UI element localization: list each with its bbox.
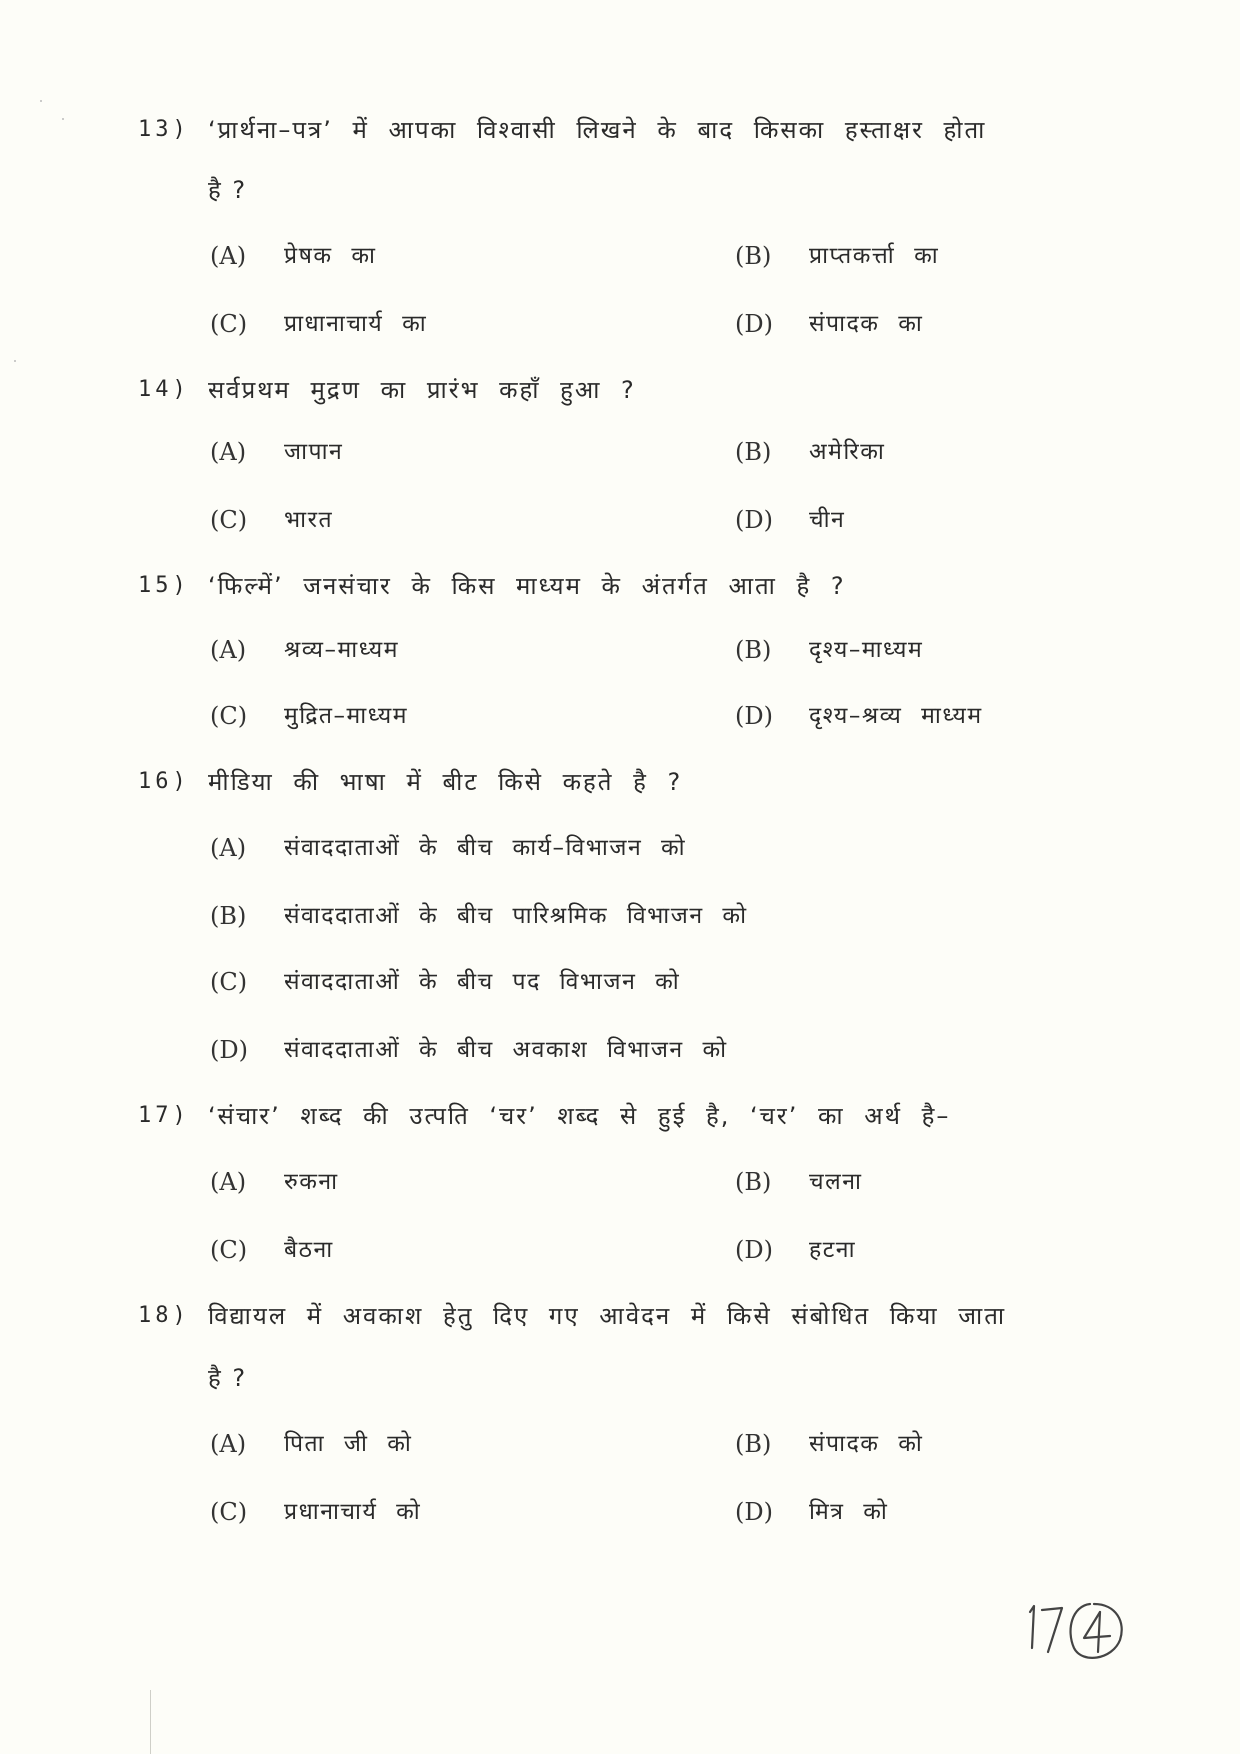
question-text: मीडिया की भाषा में बीट किसे कहते है ?	[208, 768, 683, 796]
option-text: संपादक को	[809, 1431, 924, 1457]
option-label: (D)	[735, 702, 773, 730]
option-text: प्राधानाचार्य का	[284, 311, 428, 337]
question-text-continuation: है ?	[208, 176, 248, 204]
option-text: चलना	[809, 1169, 863, 1195]
option-label: (C)	[210, 1498, 248, 1526]
option-label: (A)	[210, 438, 247, 466]
option-label: (C)	[210, 702, 248, 730]
question-number: 15)	[138, 573, 190, 598]
scan-speck	[62, 118, 64, 120]
option-label: (B)	[210, 902, 247, 930]
option-label: (D)	[210, 1036, 248, 1064]
option-label: (C)	[210, 310, 248, 338]
option-text: श्रव्य–माध्यम	[284, 637, 399, 663]
option-text: भारत	[284, 507, 334, 533]
option-label: (D)	[735, 1236, 773, 1264]
question-text: ‘संचार’ शब्द की उत्पति ‘चर’ शब्द से हुई है, ‘चर’ का अर्थ है–	[208, 1102, 951, 1130]
option-text: मित्र को	[809, 1499, 889, 1525]
option-text: संवाददाताओं के बीच कार्य–विभाजन को	[284, 835, 687, 861]
option-text: हटना	[809, 1237, 857, 1263]
option-label: (D)	[735, 310, 773, 338]
option-label: (A)	[210, 1168, 247, 1196]
option-text: चीन	[809, 507, 846, 533]
handwritten-page-mark	[1020, 1590, 1140, 1670]
option-text: पिता जी को	[284, 1431, 413, 1457]
option-label: (A)	[210, 1430, 247, 1458]
option-text: संवाददाताओं के बीच पारिश्रमिक विभाजन को	[284, 903, 748, 929]
option-text: रुकना	[284, 1169, 339, 1195]
option-text: बैठना	[284, 1237, 334, 1263]
question-number: 13)	[138, 117, 190, 142]
option-label: (A)	[210, 242, 247, 270]
option-label: (A)	[210, 636, 247, 664]
option-label: (B)	[735, 438, 772, 466]
option-label: (C)	[210, 968, 248, 996]
option-text: मुद्रित–माध्यम	[284, 703, 408, 729]
option-label: (A)	[210, 834, 247, 862]
option-text: संवाददाताओं के बीच अवकाश विभाजन को	[284, 1037, 728, 1063]
option-text: संवाददाताओं के बीच पद विभाजन को	[284, 969, 681, 995]
option-label: (D)	[735, 1498, 773, 1526]
option-label: (D)	[735, 506, 773, 534]
option-label: (B)	[735, 1430, 772, 1458]
question-text: ‘फिल्में’ जनसंचार के किस माध्यम के अंतर्गत आता है ?	[208, 572, 846, 600]
question-text: ‘प्रार्थना–पत्र’ में आपका विश्वासी लिखने के बाद किसका हस्ताक्षर होता	[208, 116, 987, 144]
question-number: 16)	[138, 769, 190, 794]
option-text: दृश्य–माध्यम	[809, 637, 924, 663]
option-label: (B)	[735, 242, 772, 270]
scan-speck	[14, 360, 16, 362]
option-text: प्राप्तकर्त्ता का	[809, 243, 940, 269]
option-label: (B)	[735, 636, 772, 664]
option-label: (C)	[210, 1236, 248, 1264]
scan-margin-line	[150, 1690, 151, 1754]
option-text: संपादक का	[809, 311, 924, 337]
option-text: अमेरिका	[809, 439, 886, 465]
question-text: विद्यायल में अवकाश हेतु दिए गए आवेदन में किसे संबोधित किया जाता	[208, 1302, 1007, 1330]
option-text: प्रेषक का	[284, 243, 377, 269]
option-text: प्रधानाचार्य को	[284, 1499, 422, 1525]
question-text: सर्वप्रथम मुद्रण का प्रारंभ कहाँ हुआ ?	[208, 376, 636, 404]
question-text-continuation: है ?	[208, 1364, 248, 1392]
question-number: 17)	[138, 1103, 190, 1128]
option-text: दृश्य–श्रव्य माध्यम	[809, 703, 983, 729]
option-text: जापान	[284, 439, 344, 465]
option-label: (C)	[210, 506, 248, 534]
question-number: 14)	[138, 377, 190, 402]
option-label: (B)	[735, 1168, 772, 1196]
question-number: 18)	[138, 1303, 190, 1328]
scan-speck	[40, 100, 42, 102]
